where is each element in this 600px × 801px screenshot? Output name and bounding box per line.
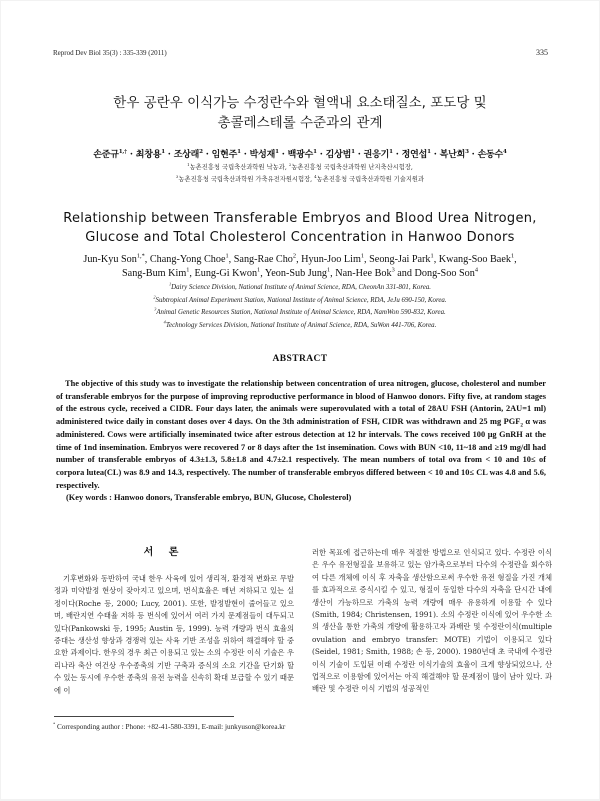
abstract-heading: ABSTRACT <box>272 354 328 364</box>
author-name: Yeon-Sub Jung <box>264 268 328 279</box>
author-separator: , <box>364 254 370 265</box>
author-separator: , <box>260 268 265 279</box>
abstract-paragraph <box>56 378 546 492</box>
author-separator: , <box>189 268 195 279</box>
author-name: Chang-Yong Choe <box>149 254 226 265</box>
footnote-marker: * <box>53 721 56 727</box>
author-separator: and <box>394 268 415 279</box>
author-name: Nan-Hee Bok <box>335 268 392 279</box>
paper-page <box>1 1 599 799</box>
author-affiliation-marker: 1 <box>186 266 190 274</box>
affiliation-marker: 4 <box>163 319 166 325</box>
korean-affiliation-line <box>1 162 599 174</box>
author-affiliation-marker: 2 <box>292 252 297 260</box>
author-separator: · <box>430 150 440 160</box>
author-separator: , <box>296 254 302 265</box>
affiliation-marker: 1 <box>168 281 172 287</box>
author-name: Eung-Gi Kwon <box>194 268 258 279</box>
body-paragraph: 러한 목표에 접근하는데 매우 적절한 방법으로 인식되고 있다. 수정란 이식은 우수 유전형질을 보유하고 있는 암가축으로부터 다수의 수정란을 회수하여 다른 개체에 이식 후 자축을 생산함으로써 우수한 유전 형질을 가진 개체를 효과적으로 증식시킬 수 있고, 형질이 동일한 다수의 자축을 단시간 내에 생산이 가능하므로 가축의 능력 개량에 매우 유용하게 이용할 수 있다(Smith, 1984; Christensen, 1991). 소의 수정란 이식에 있어 우수한 소의 생산을 통한 가축의 개량에 활용하고자 과배란 및 수정란이식(multiple ovulation and embryo transfer: MOTE) 기법이 이용되고 있다(Seidel, 1981; Smith, 1988; 손 등, 2000). 1980년대 초 국내에 수정란이식 기술이 도입된 이래 수정란 이식기술의 효율이 크게 향상되었으나, 산업적으로 이용함에 있어서는 아직 해결해야 할 문제점이 많이 남아 있다. 과배란 및 수정란 이식 기법의 성공적인 <box>312 548 552 694</box>
english-affiliation-text: Dairy Science Division, National Institute of Animal Science, RDA, CheonAn 331-801, Korea. <box>171 284 432 291</box>
author-separator: · <box>240 150 250 160</box>
affiliation-marker: 2 <box>288 161 292 167</box>
author-affiliation-marker: 4 <box>503 149 507 155</box>
author-name: Hyun-Joo Lim <box>301 254 361 265</box>
english-title <box>1 209 599 247</box>
author-name: 임현주 <box>211 150 238 160</box>
author-name: Jun-Kyu Son <box>83 254 137 265</box>
abstract-text: The objective of this study was to investigate the relationship between concentration of urea nitrogen, glucose, cholesterol and number of transferable embryos for the purpose of improving reproductive performance in blood of Hanwoo donors. Fifty five, at random stages of the estrous cycle, received a CIDR. Four days later, the animals were superovulated with a total of 28AU FSH (Antorin, 2AU=1 ml) administered twice daily in constant doses over 4 days. On the 3th administration of FSH, CIDR was withdrawn and 25 mg PGF <box>56 379 546 427</box>
footnote-text: Corresponding author : Phone: +82-41-580-3391, E-mail: junkyuson@korea.kr <box>57 723 286 731</box>
abstract-body <box>56 378 546 505</box>
author-affiliation-marker: 1 <box>351 149 355 155</box>
author-affiliation-marker: 1 <box>327 266 331 274</box>
author-name: 조상래 <box>173 150 200 160</box>
author-name: Seong-Jai Park <box>369 254 431 265</box>
author-affiliation-marker: 1 <box>225 252 229 260</box>
author-name: 정연섭 <box>401 150 428 160</box>
author-name: Dong-Soo Son <box>414 268 475 279</box>
affiliation-marker: 2 <box>153 294 156 300</box>
author-affiliation-marker: 1 <box>257 266 261 274</box>
author-name: 백광수 <box>287 150 314 160</box>
journal-citation: Reprod Dev Biol 35(3) : 335-339 (2011) <box>53 49 167 57</box>
english-affiliation-text: Animal Genetic Resources Station, National Institute of Animal Science, RDA, NamWon 590-832, Korea. <box>156 309 446 317</box>
english-affiliation-text: Technology Services Division, National Institute of Animal Science, RDA, SuWon 441-706, Korea. <box>165 322 437 330</box>
abstract-text: α was administered. Cows were artificially inseminated twice after estrous detection at 12 hr intervals. The cows received 100 μg GnRH at the time of 1nd insemination. Embryos were recovered 7 or 8 days after the 1st insemination. Cows with BUN <10, 11~18 and ≥19 mg/dl had number of transferable embryos of 4.3±1.3, 5.8±1.8 and 4.7±2.1 respectively. The mean numbers of total ova from < 10 and 10≤ of corpora lutea(CL) was 8.9 and 14.3, respectively. The number of transferable embryos differed between < 10 and 10≤ CL was 4.8 and 5.6, respectively. <box>56 417 546 490</box>
footnote-divider <box>54 716 234 717</box>
english-title-line: Glucose and Total Cholesterol Concentration in Hanwoo Donors <box>85 230 515 245</box>
author-affiliation-marker: 3 <box>465 149 469 155</box>
author-affiliation-marker: 1 <box>427 149 431 155</box>
body-column-left <box>54 573 294 697</box>
author-separator: · <box>202 150 212 160</box>
english-author-list <box>1 253 599 281</box>
korean-title-line: 총콜레스테롤 수준과의 관계 <box>217 115 383 131</box>
author-name: 손동수 <box>477 150 504 160</box>
author-affiliation-marker: 3 <box>391 266 395 274</box>
korean-affiliations <box>1 162 599 186</box>
author-name: Sang-Rae Cho <box>233 254 293 265</box>
korean-title-line: 한우 공란우 이식가능 수정란수와 혈액내 요소태질소, 포도당 및 <box>113 95 487 111</box>
english-author-line <box>1 267 599 281</box>
body-column-right <box>312 547 552 696</box>
author-affiliation-marker: 1 <box>389 149 393 155</box>
author-separator: · <box>126 150 136 160</box>
author-affiliation-marker: 1 <box>275 149 279 155</box>
author-separator: · <box>392 150 402 160</box>
affiliation-marker: 1 <box>187 161 190 167</box>
author-separator: , <box>144 254 150 265</box>
page-number: 335 <box>536 48 548 57</box>
author-name: Sang-Bum Kim <box>122 268 187 279</box>
korean-author-list <box>1 147 599 160</box>
author-name: 복난희 <box>439 150 466 160</box>
english-affiliation-text: Subtropical Animal Experiment Station, National Institute of Animal Science, RDA, JeJu 690-150, Korea. <box>155 296 447 304</box>
korean-title <box>1 93 599 133</box>
author-name: 손준규 <box>93 150 119 160</box>
author-name: 권응기 <box>363 150 390 160</box>
body-paragraph: 기후변화와 동반하여 국내 한우 사육에 있어 생리적, 환경적 변화로 무발정과 미약발정 현상이 잦아지고 있으며, 번식효율은 매년 저하되고 있는 실정이다(Roche 등, 2000; Lucy, 2001). 또한, 발정발현이 줄어들고 있으며, 배란지연 수태율 저하 등 번식에 있어서 여러 가지 문제점들이 대두되고 있다(Pankowski 등, 1995; Austin 등, 1999). 능력 개량과 번식 효율의 증대는 생산성 향상과 경쟁력 있는 사육 기반 조성을 위하여 해결해야 할 중요한 과제이다. 한우의 경우 최근 이용되고 있는 소의 수정란 이식 기술은 우리나라 축산 여건상 우수종축의 기반 구축과 증식의 소요 기간을 단기화 할 수 있는 동시에 우수한 종축의 유전 능력을 신속히 확대 보급할 수 있기 때문에 이 <box>54 574 294 695</box>
author-affiliation-marker: 4 <box>474 266 478 274</box>
author-separator: , <box>228 254 234 265</box>
english-author-line: Jun-Kyu Son$^{1,*}$, Chang-Yong Choe$^1$, Sang-Rae Cho$^2$, Hyun-Joo Lim$^1$, Seong-Jai Park$^1$, Kwang-Soo Baek$^1$, <box>83 252 517 265</box>
english-title-line: Relationship between Transferable Embryos and Blood Urea Nitrogen, <box>63 211 537 226</box>
keywords: (Key words : Hanwoo donors, Transferable embryo, BUN, Glucose, Cholesterol) <box>66 493 352 503</box>
english-affiliation <box>1 307 599 320</box>
author-affiliation-marker: 1 <box>430 252 434 260</box>
author-separator: · <box>468 150 478 160</box>
author-affiliation-marker: 1,* <box>136 252 145 260</box>
korean-affiliation: 농촌진흥청 국립축산과학원 난지축산시험장, <box>291 164 413 171</box>
author-separator: · <box>316 150 326 160</box>
author-separator: , <box>433 254 439 265</box>
english-affiliation <box>1 320 599 333</box>
pgf-subscript: 2 <box>520 422 523 429</box>
author-affiliation-marker: 1 <box>313 149 317 155</box>
author-affiliation-marker: 1 <box>161 149 165 155</box>
affiliation-marker: 4 <box>314 173 317 179</box>
korean-affiliation: 농촌진흥청 국립축산과학원 낙농과, <box>189 164 287 171</box>
author-name: 박성재 <box>249 150 276 160</box>
author-affiliation-marker: 1 <box>360 252 365 260</box>
author-affiliation-marker: 1,† <box>118 149 127 155</box>
author-affiliation-marker: 2 <box>199 149 203 155</box>
english-affiliations <box>1 282 599 333</box>
author-separator: · <box>278 150 288 160</box>
korean-affiliation-line <box>1 174 599 186</box>
author-name: 최창용 <box>135 150 162 160</box>
author-separator: · <box>354 150 364 160</box>
affiliation-marker: 3 <box>154 307 157 313</box>
author-affiliation-marker: 1 <box>510 252 515 260</box>
author-separator: , <box>330 268 336 279</box>
affiliation-marker: 3 <box>175 173 179 179</box>
english-affiliation <box>1 282 599 295</box>
section-heading-introduction: 서 론 <box>143 547 185 558</box>
english-affiliation <box>1 295 599 308</box>
korean-affiliation: 농촌진흥청 국립축산과학원 기술지원과 <box>316 176 425 183</box>
author-affiliation-marker: 1 <box>237 149 241 155</box>
korean-affiliation: 농촌진흥청 국립축산과학원 가축유전자원시험장, <box>178 176 313 183</box>
author-name: 김상범 <box>325 150 352 160</box>
corresponding-author-footnote <box>53 723 553 731</box>
author-separator: · <box>164 150 174 160</box>
author-name: Kwang-Soo Baek <box>438 254 511 265</box>
